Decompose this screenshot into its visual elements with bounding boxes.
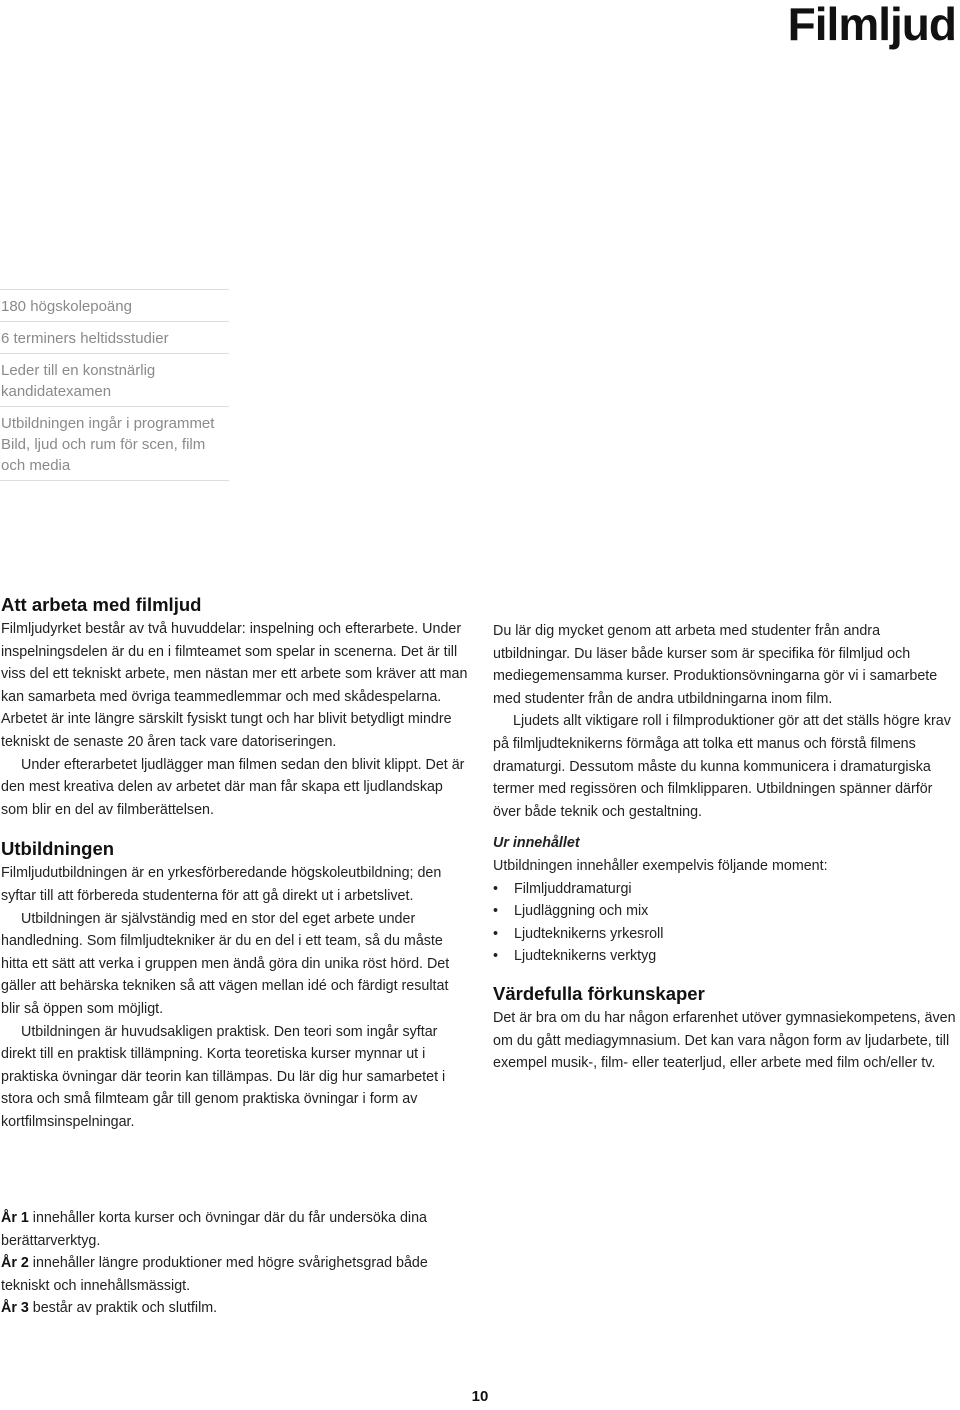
list-item <box>493 900 959 923</box>
year-text: består av praktik och slutfilm. <box>28 1300 218 1317</box>
paragraph: Ljudets allt viktigare roll i filmproduktioner gör att det ställs högre krav på filmljudteknikerns förmåga att tolka ett manus och förstå filmens dramaturgi. Dessutom måste du kunna kommunicera i dramaturgiska termer med regissören och filmklipparen. Utbildningen spänner därför över både teknik och gestaltning. <box>493 713 951 820</box>
list-item <box>493 878 959 901</box>
year-label: År 1 <box>1 1210 29 1226</box>
fact-degree: Leder till en konstnärlig kandidatexamen <box>0 354 229 407</box>
page-title: Filmljud <box>787 0 956 50</box>
year-label: År 2 <box>1 1255 29 1272</box>
list-item-label: Filmljuddramaturgi <box>514 880 632 897</box>
section-heading-prerequisites: Värdefulla förkunskaper <box>493 982 705 1004</box>
list-item-label: Ljudteknikerns verktyg <box>514 948 657 965</box>
left-column <box>1 592 471 1133</box>
list-item-label: Ljudteknikerns yrkesroll <box>514 925 664 942</box>
paragraph: Du lär dig mycket genom att arbeta med studenter från andra utbildningar. Du läser både kurser som är specifika för filmljud och mediegemensamma kurser. Produktionsövningarna gör vi i samarbete med studenter från de andra utbildningarna inom film. <box>493 623 938 707</box>
content-intro: Utbildningen innehåller exempelvis följande moment: <box>493 857 828 874</box>
facts-list <box>0 289 229 481</box>
right-column <box>493 620 959 1075</box>
year-text: innehåller korta kurser och övningar där du får undersöka dina berättarverktyg. <box>1 1210 427 1249</box>
paragraph: Det är bra om du har någon erfarenhet utöver gymnasiekompetens, även om du gått mediagymnasium. Det kan vara någon form av ljudarbete, till exempel musik-, film- eller teaterljud, eller arbete med film och/eller tv. <box>493 1009 956 1072</box>
paragraph: Filmljudyrket består av två huvuddelar: inspelning och efterarbete. Under inspelningsdelen är du en i filmteamet som spelar in scenerna. Det är till viss del ett tekniskt arbete, men nästan mer ett arbete som kräver att man kan samarbeta med övriga teammedlemmar och med skådespelarna. Arbetet är inte längre särskilt fysiskt tungt och har blivit betydligt mindre tekniskt de senaste 20 åren tack vare datoriseringen. <box>1 621 468 750</box>
section-heading-education: Utbildningen <box>1 838 115 860</box>
subheading-content: Ur innehållet <box>493 835 580 852</box>
fact-credits: 180 högskolepoäng <box>0 290 229 322</box>
bullet-icon: • <box>493 925 499 942</box>
list-item <box>493 923 959 946</box>
year-overview <box>1 1207 471 1320</box>
year-item <box>1 1252 471 1297</box>
bullet-icon: • <box>493 903 499 920</box>
year-text: innehåller längre produktioner med högre svårighetsgrad både tekniskt och innehållsmässigt. <box>1 1255 428 1294</box>
paragraph: Utbildningen är självständig med en stor del eget arbete under handledning. Som filmljudtekniker är du en del i ett team, så du måste hitta ett sätt att verka i gruppen men ändå göra din unika röst hörd. Det gäller att behärska tekniken så att vägen mellan idé och färdigt resultat blir så öppen som möjligt. <box>1 910 450 1017</box>
list-item-label: Ljudläggning och mix <box>514 903 649 920</box>
page-number: 10 <box>471 1388 489 1405</box>
paragraph: Utbildningen är huvudsakligen praktisk. Den teori som ingår syftar direkt till en praktisk tillämpning. Korta teoretiska kurser mynnar ut i praktiska övningar där teorin kan tillämpas. Du lär dig hur samarbetet i stora och små filmteam går till genom praktiska övningar i form av kortfilmsinspelningar. <box>1 1023 446 1130</box>
paragraph: Under efterarbetet ljudlägger man filmen sedan den blivit klippt. Det är den mest kreativa delen av arbetet där man får skapa ett ljudlandskap som blir en del av filmberättelsen. <box>1 756 465 818</box>
content-list <box>493 878 959 968</box>
year-label: År 3 <box>1 1300 29 1317</box>
section-heading-work: Att arbeta med filmljud <box>1 594 202 615</box>
list-item <box>493 945 959 968</box>
year-item <box>1 1297 471 1320</box>
fact-duration: 6 terminers heltidsstudier <box>0 322 229 354</box>
bullet-icon: • <box>493 948 499 965</box>
bullet-icon: • <box>493 880 499 897</box>
fact-programme: Utbildningen ingår i programmet Bild, ljud och rum för scen, film och media <box>0 407 229 481</box>
paragraph: Filmljudutbildningen är en yrkesförberedande högskoleutbildning; den syftar till att förbereda studenterna för att gå direkt ut i arbetslivet. <box>1 865 442 904</box>
year-item <box>1 1207 471 1252</box>
